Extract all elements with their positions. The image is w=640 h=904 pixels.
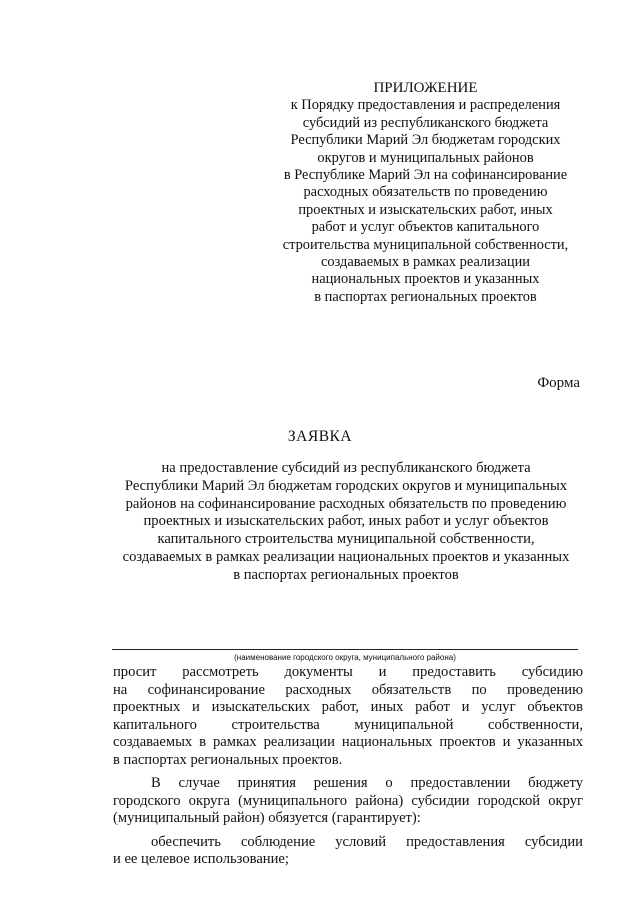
appendix-line: к Порядку предоставления и распределения <box>290 97 561 114</box>
body-line: на софинансирование расходных обязательств по проведению <box>113 681 583 698</box>
fill-in-caption: (наименование городского округа, муниципального района) <box>234 653 456 662</box>
body-line: обеспечить соблюдение условий предоставления субсидии <box>151 833 583 850</box>
appendix-line: создаваемых в рамках реализации <box>320 254 531 271</box>
appendix-line: проектных и изыскательских работ, иных <box>298 201 553 218</box>
appendix-line: субсидий из республиканского бюджета <box>302 114 549 131</box>
subtitle-line: Республики Марий Эл бюджетам городских округов и муниципальных <box>124 477 568 494</box>
body-line: В случае принятия решения о предоставлении бюджету <box>151 775 583 791</box>
body-line: (муниципальный район) обязуется (гарантирует): <box>113 810 421 826</box>
body-line: и ее целевое использование; <box>113 851 289 867</box>
subtitle-line: проектных и изыскательских работ, иных работ и услуг объектов <box>143 513 549 530</box>
subtitle-line: создаваемых в рамках реализации национальных проектов и указанных <box>122 548 570 565</box>
body-line: в паспортах региональных проектов. <box>113 751 343 768</box>
appendix-line: национальных проектов и указанных <box>311 271 540 288</box>
subtitle-line: капитального строительства муниципальной собственности, <box>157 531 535 548</box>
appendix-line: расходных обязательств по проведению <box>303 184 548 201</box>
body-line: просит рассмотреть документы и предоставить субсидию <box>113 664 583 680</box>
appendix-block <box>268 80 583 306</box>
appendix-line: округов и муниципальных районов <box>317 149 534 166</box>
subtitle-line: в паспортах региональных проектов <box>233 566 459 583</box>
appendix-line: в Республике Марий Эл на софинансирование <box>283 167 568 184</box>
fill-in-line[interactable] <box>112 649 578 650</box>
appendix-line: строительства муниципальной собственности, <box>282 236 569 253</box>
form-label: Форма <box>537 375 580 391</box>
body-line: городского округа (муниципального района) субсидии городской округ <box>113 792 583 809</box>
subtitle-line: районов на софинансирование расходных обязательств по проведению <box>125 495 567 512</box>
body-text <box>113 664 583 869</box>
appendix-line: работ и услуг объектов капитального <box>311 219 540 236</box>
appendix-line: Республики Марий Эл бюджетам городских <box>290 132 561 149</box>
subtitle-line: на предоставление субсидий из республиканского бюджета <box>161 460 531 476</box>
document-title: ЗАЯВКА <box>287 428 353 445</box>
document-subtitle <box>110 460 582 585</box>
body-line: капитального строительства муниципальной собственности, <box>113 716 583 733</box>
appendix-title: ПРИЛОЖЕНИЕ <box>373 80 478 96</box>
body-line: создаваемых в рамках реализации национальных проектов и указанных <box>113 734 583 750</box>
body-line: проектных и изыскательских работ, иных работ и услуг объектов <box>113 699 583 715</box>
appendix-line: в паспортах региональных проектов <box>314 288 537 305</box>
